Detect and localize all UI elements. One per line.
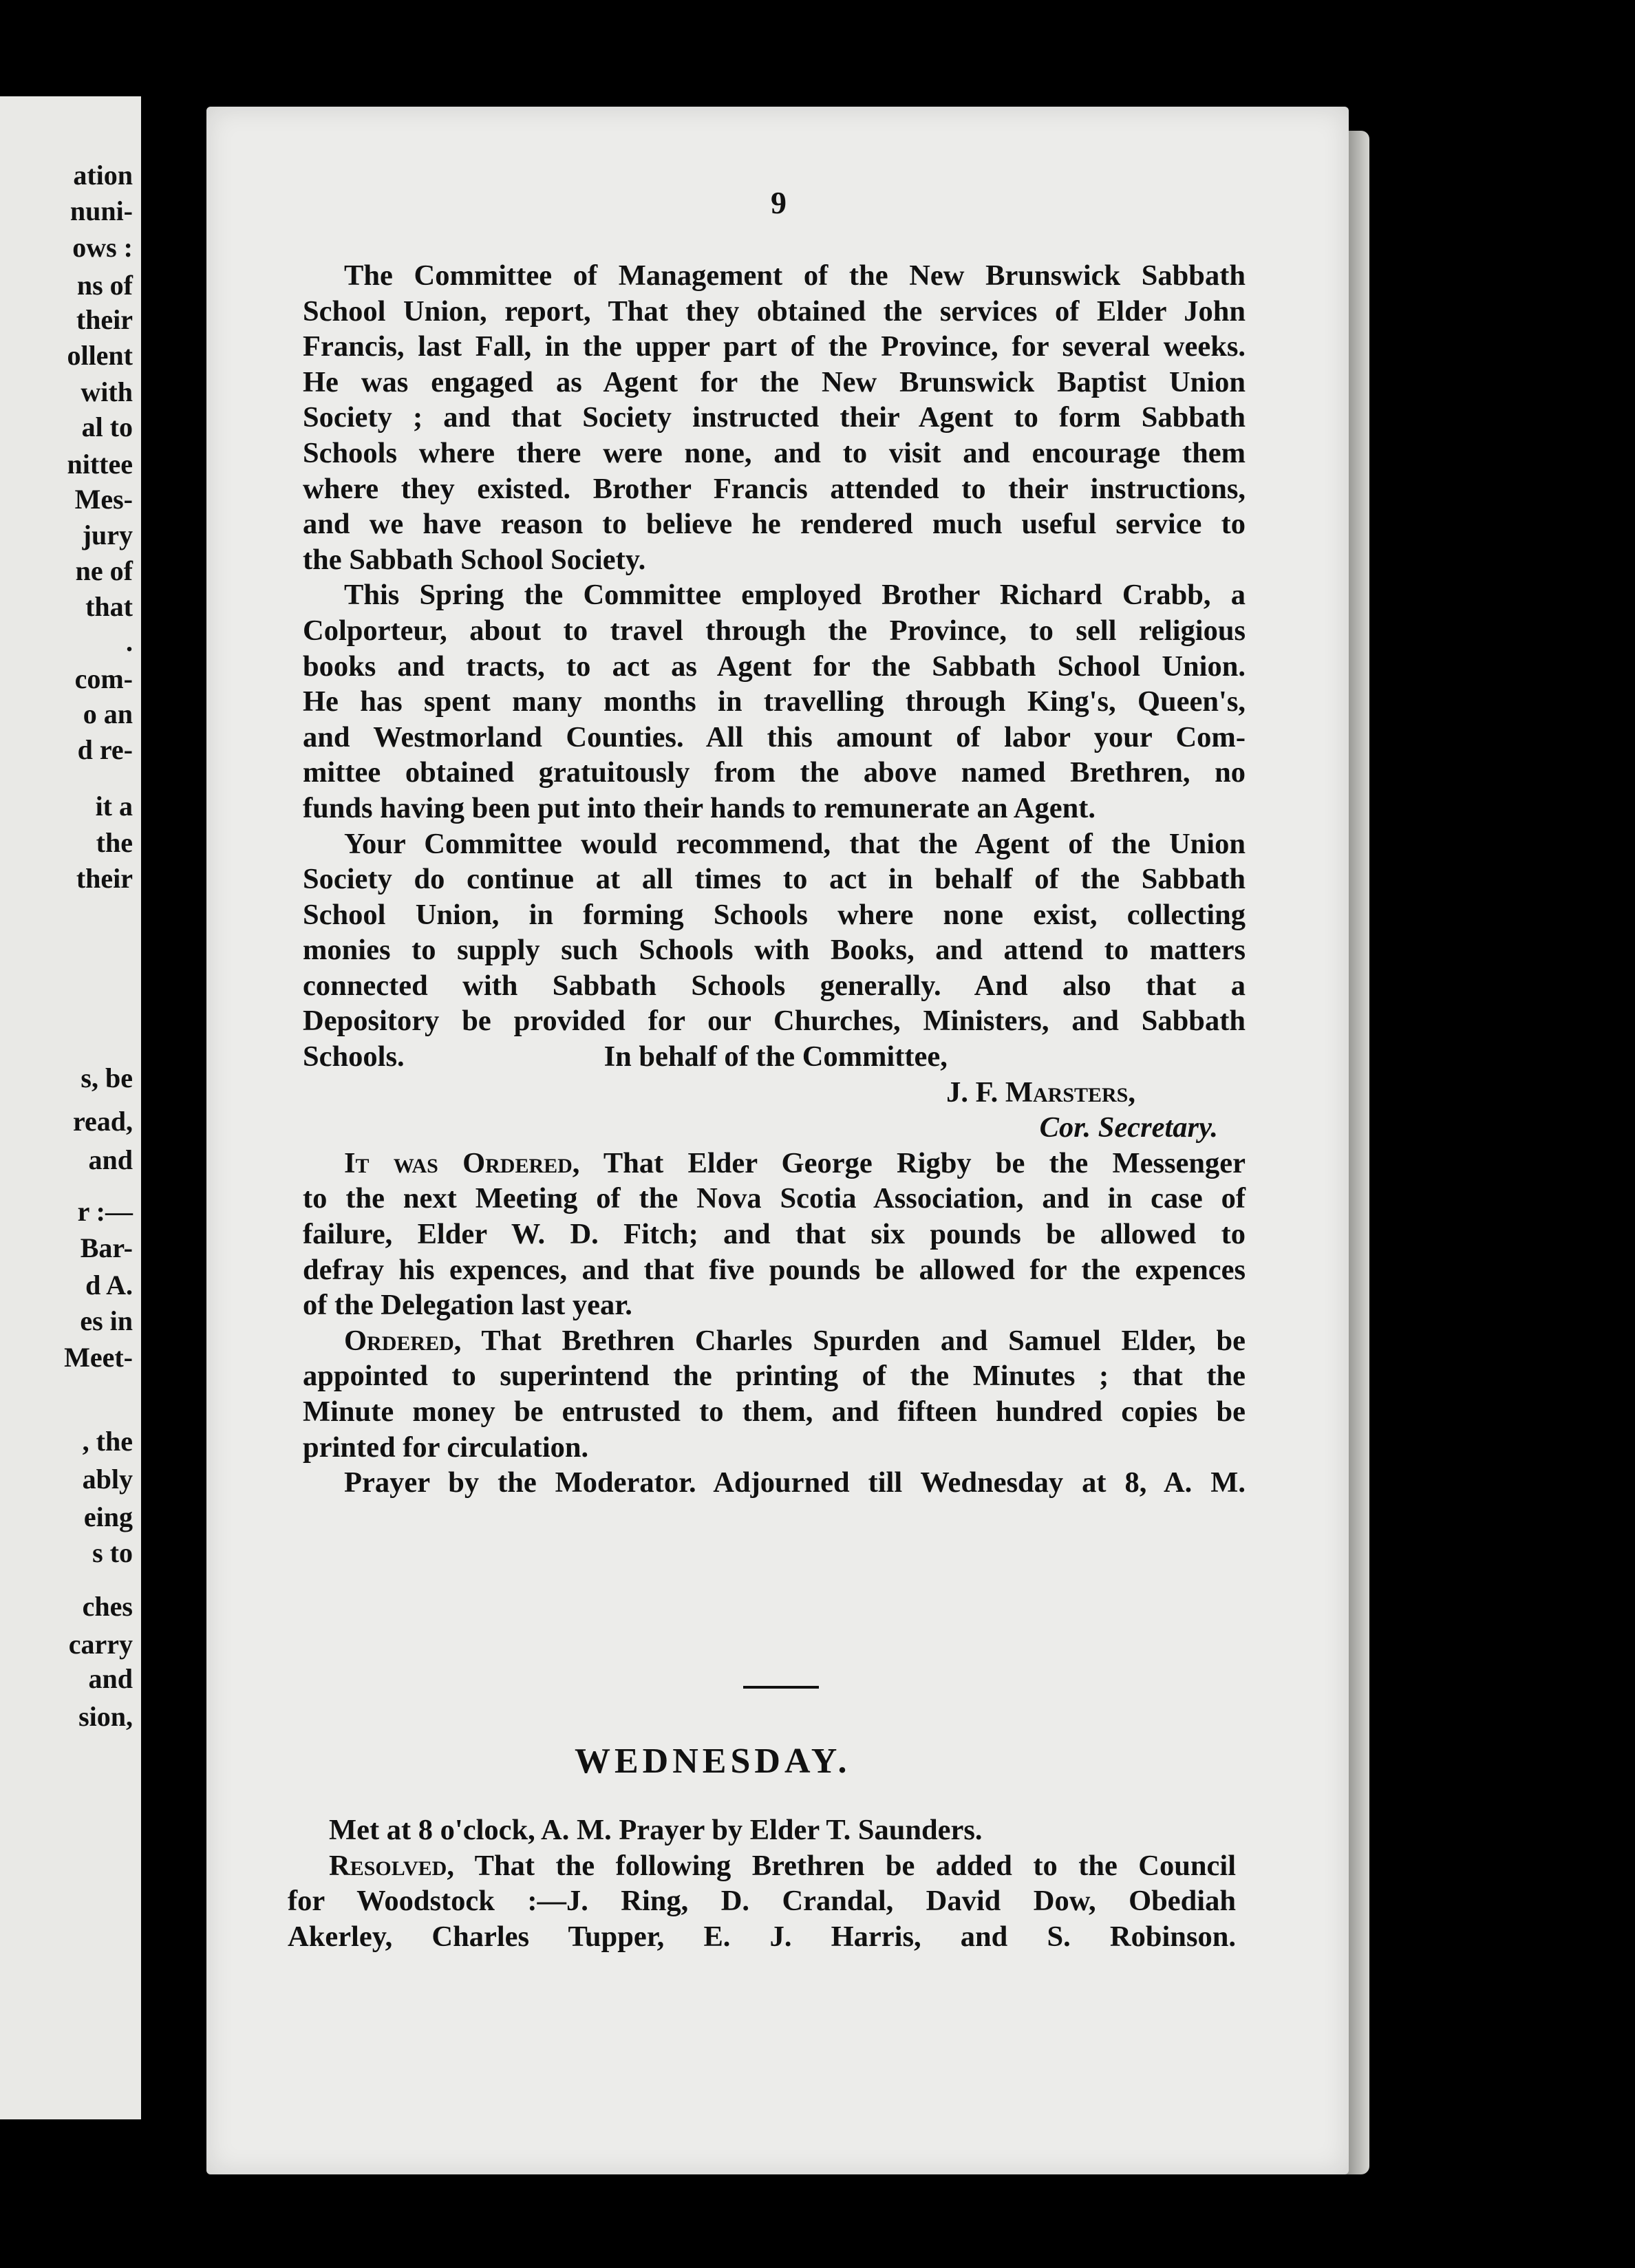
closing-left: Schools.: [303, 1040, 405, 1073]
text-line: to the next Meeting of the Nova Scotia Association, and in case of: [303, 1182, 1246, 1215]
section-divider: [743, 1686, 819, 1689]
left-page-fragment: s, be: [81, 1062, 133, 1093]
closing-line: [303, 1039, 1246, 1075]
left-page-fragment: com-: [74, 663, 133, 694]
paragraph-committee-report: [303, 258, 1246, 577]
left-page-fragment: nuni-: [70, 195, 133, 226]
left-page-fragment: and: [88, 1663, 133, 1694]
left-page-fragment: nittee: [67, 449, 133, 480]
left-page-fragment: .: [126, 626, 133, 657]
page-body: [303, 175, 1246, 1501]
text-line: the Sabbath School Society.: [303, 543, 646, 576]
signature-name: J. F. Marsters,: [946, 1076, 1135, 1109]
left-page-fragment: s to: [92, 1537, 133, 1568]
left-page-fragment: ation: [73, 160, 133, 191]
left-page-fragment: r :—: [77, 1196, 133, 1227]
signature-block: [303, 1075, 1246, 1146]
text-line: Ordered, That Brethren Charles Spurden and Samuel Elder, be: [344, 1324, 1246, 1357]
left-page-fragment: al to: [81, 411, 133, 442]
text-line: of the Delegation last year.: [303, 1289, 632, 1322]
paragraph-adjourned: [303, 1465, 1246, 1501]
left-page-fragment: o an: [83, 698, 133, 729]
left-page-fragment: it a: [95, 791, 133, 822]
text-line: Resolved, That the following Brethren be added to the Council: [329, 1849, 1236, 1882]
text-line: Schools where there were none, and to visit and encourage them: [303, 436, 1246, 469]
left-page-fragment: ows :: [72, 232, 133, 263]
closing-right: In behalf of the Committee,: [603, 1040, 948, 1073]
left-page-fragment: with: [81, 376, 133, 407]
left-page-fragment: ne of: [75, 555, 133, 586]
text-line: monies to supply such Schools with Books, and attend to matters: [303, 934, 1246, 967]
left-page-fragment: d re-: [77, 734, 133, 765]
left-page-fragment: ollent: [67, 340, 133, 371]
left-page-fragment: Meet-: [64, 1342, 133, 1373]
text-line: He has spent many months in travelling through King's, Queen's,: [303, 685, 1246, 718]
text-line: connected with Sabbath Schools generally. And also that a: [303, 969, 1246, 1002]
order-lead: It was Ordered,: [344, 1146, 580, 1179]
page-number: 9: [771, 185, 787, 220]
text-line: Society do continue at all times to act in behalf of the Sabbath: [303, 863, 1246, 896]
text-line: Minute money be entrusted to them, and fifteen hundred copies be: [303, 1395, 1246, 1428]
left-page-fragment: es in: [80, 1305, 133, 1336]
text-line: The Committee of Management of the New Brunswick Sabbath: [344, 259, 1246, 292]
paragraph-messenger-order: [303, 1146, 1246, 1323]
left-page-fragment: ns of: [76, 270, 133, 301]
left-page-fragment: the: [96, 827, 133, 858]
text-line: Depository be provided for our Churches, Ministers, and Sabbath: [303, 1005, 1246, 1038]
left-page-fragment: and: [88, 1144, 133, 1175]
left-page-fragment: jury: [82, 520, 133, 550]
text-line: Colporteur, about to travel through the Province, to sell religious: [303, 614, 1246, 647]
text-line: Your Committee would recommend, that the Agent of the Union: [344, 827, 1246, 860]
left-page-fragment: read,: [72, 1106, 133, 1137]
left-page-fragment: carry: [68, 1629, 133, 1660]
text-line: It was Ordered, That Elder George Rigby be the Messenger: [344, 1146, 1246, 1179]
text-line: funds having been put into their hands to remunerate an Agent.: [303, 791, 1096, 824]
text-line: Society ; and that Society instructed their Agent to form Sabbath: [303, 401, 1246, 434]
text-line: appointed to superintend the printing of the Minutes ; that the: [303, 1360, 1246, 1393]
resolved-lead: Resolved,: [329, 1849, 454, 1882]
wednesday-body: [288, 1812, 1236, 1954]
left-page-fragment: Bar-: [80, 1232, 133, 1263]
left-page-fragment: ches: [82, 1591, 133, 1622]
left-page-fragment: , the: [82, 1426, 133, 1457]
text-line: for Woodstock :—J. Ring, D. Crandal, David Dow, Obediah: [288, 1885, 1236, 1918]
left-page-fragment: their: [76, 863, 133, 894]
text-line: This Spring the Committee employed Brother Richard Crabb, a: [344, 579, 1246, 612]
left-page-fragment: their: [76, 304, 133, 335]
ordered-lead: Ordered,: [344, 1324, 462, 1357]
left-page-fragment: ably: [82, 1464, 133, 1495]
left-page-fragment: that: [85, 591, 133, 622]
text-line: mittee obtained gratuitously from the above named Brethren, no: [303, 756, 1246, 789]
left-page-fragment: d A.: [85, 1270, 133, 1301]
paragraph-minutes-order: [303, 1323, 1246, 1465]
text-line: books and tracts, to act as Agent for the Sabbath School Union.: [303, 650, 1246, 683]
text-line: School Union, in forming Schools where none exist, collecting: [303, 898, 1246, 931]
text-line: and we have reason to believe he rendered much useful service to: [303, 508, 1246, 541]
left-page-fragment: sion,: [78, 1701, 133, 1732]
text-line: Akerley, Charles Tupper, E. J. Harris, and S. Robinson.: [288, 1920, 1236, 1953]
signature-title: Cor. Secretary.: [1039, 1111, 1218, 1144]
text-line: and Westmorland Counties. All this amount of labor your Com-: [303, 720, 1246, 753]
left-page-fragment: Mes-: [74, 484, 133, 515]
text-line: where they existed. Brother Francis attended to their instructions,: [303, 472, 1246, 505]
text-line: Francis, last Fall, in the upper part of the Province, for several weeks.: [303, 330, 1246, 363]
text-line: Prayer by the Moderator. Adjourned till Wednesday at 8, A. M.: [344, 1466, 1246, 1499]
text-line: failure, Elder W. D. Fitch; and that six pounds be allowed to: [303, 1218, 1246, 1251]
text-line: School Union, report, That they obtained the services of Elder John: [303, 295, 1246, 328]
section-heading: WEDNESDAY.: [575, 1742, 851, 1781]
text-line: He was engaged as Agent for the New Brunswick Baptist Union: [303, 365, 1246, 398]
text-line: defray his expences, and that five pounds be allowed for the expences: [303, 1253, 1246, 1286]
left-page-fragment: eing: [83, 1501, 133, 1532]
paragraph-colporteur: [303, 577, 1246, 826]
text-line: printed for circulation.: [303, 1431, 589, 1464]
previous-page-fragment: [0, 96, 141, 2119]
paragraph-recommendation: [303, 826, 1246, 1075]
text-line: Met at 8 o'clock, A. M. Prayer by Elder T. Saunders.: [329, 1814, 983, 1846]
